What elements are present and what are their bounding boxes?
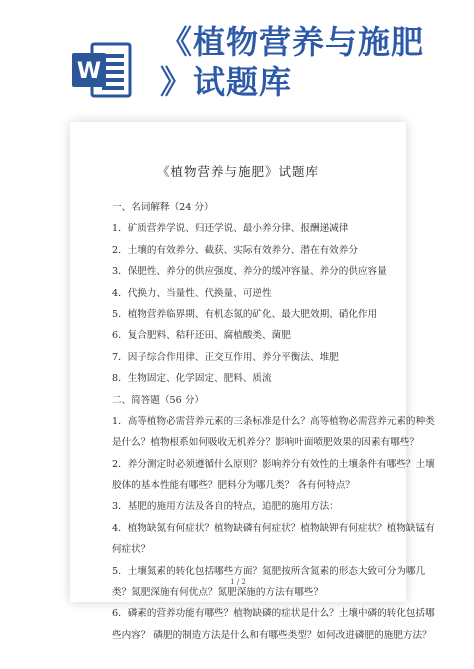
text-line: 6．复合肥料、秸秆还田、腐植酸类、菌肥	[112, 330, 291, 342]
text-line: 胶体的基本性能有哪些？肥料分为哪几类？ 各有何特点？	[112, 480, 355, 492]
text-line: 5．植物营养临界期、有机态氮的矿化、最大肥效期、硝化作用	[112, 308, 378, 320]
text-line: 3．基肥的施用方法及各自的特点，追肥的施用方法：	[112, 501, 339, 513]
text-line: 4．代换力、当量性、代换量、可逆性	[112, 287, 272, 299]
banner-title-line-2: 》试题库	[160, 63, 293, 101]
text-line: 7．因子综合作用律、正交互作用、养分平衡法、堆肥	[112, 351, 339, 363]
text-line: 是什么？植物根系如何吸收无机养分？影响叶面喷肥效果的因素有哪些？	[112, 437, 419, 449]
banner-title-line-1: 《植物营养与施肥	[160, 23, 425, 61]
word-document-icon	[72, 40, 132, 100]
text-line: 类？氮肥深施有何优点？氮肥深施的方法有哪些？	[112, 587, 324, 599]
text-line: 5．土壤氮素的转化包括哪些方面？氮肥按所含氮素的形态大致可分为哪几	[112, 565, 426, 577]
text-line: 4．植物缺氮有何症状？植物缺磷有何症状？植物缺钾有何症状？植物缺锰有	[112, 522, 435, 534]
text-line: 些内容？ 磷肥的制造方法是什么和有哪些类型？如何改进磷肥的施肥方法？	[112, 629, 432, 641]
text-line: 8．生物固定、化学固定、肥料、质流	[112, 373, 272, 385]
text-line: 1．矿质营养学说、归还学说、最小养分律、报酬递减律	[112, 223, 349, 235]
document-title: 《植物营养与施肥》试题库	[156, 164, 319, 179]
text-line: 何症状？	[112, 544, 151, 556]
banner-title	[160, 22, 470, 102]
text-line: 2．养分测定时必须遵循什么原则？影响养分有效性的土壤条件有哪些？土壤	[112, 458, 435, 470]
section-heading: 二、简答题（56 分）	[112, 394, 205, 406]
page-number: 1 / 2	[230, 578, 246, 586]
svg-text:W: W	[76, 59, 102, 84]
text-line: 1．高等植物必需营养元素的三条标准是什么？高等植物必需营养元素的种类	[112, 415, 435, 427]
text-line: 2．土壤的有效养分、截获、实际有效养分、潜在有效养分	[112, 244, 358, 256]
text-line: 3．保肥性、养分的供应强度、养分的缓冲容量、养分的供应容量	[112, 266, 387, 278]
text-line: 6．磷素的营养功能有哪些？植物缺磷的症状是什么？土壤中磷的转化包括哪	[112, 608, 435, 620]
document-page	[70, 122, 435, 641]
section-heading: 一、名词解释（24 分）	[112, 202, 214, 213]
